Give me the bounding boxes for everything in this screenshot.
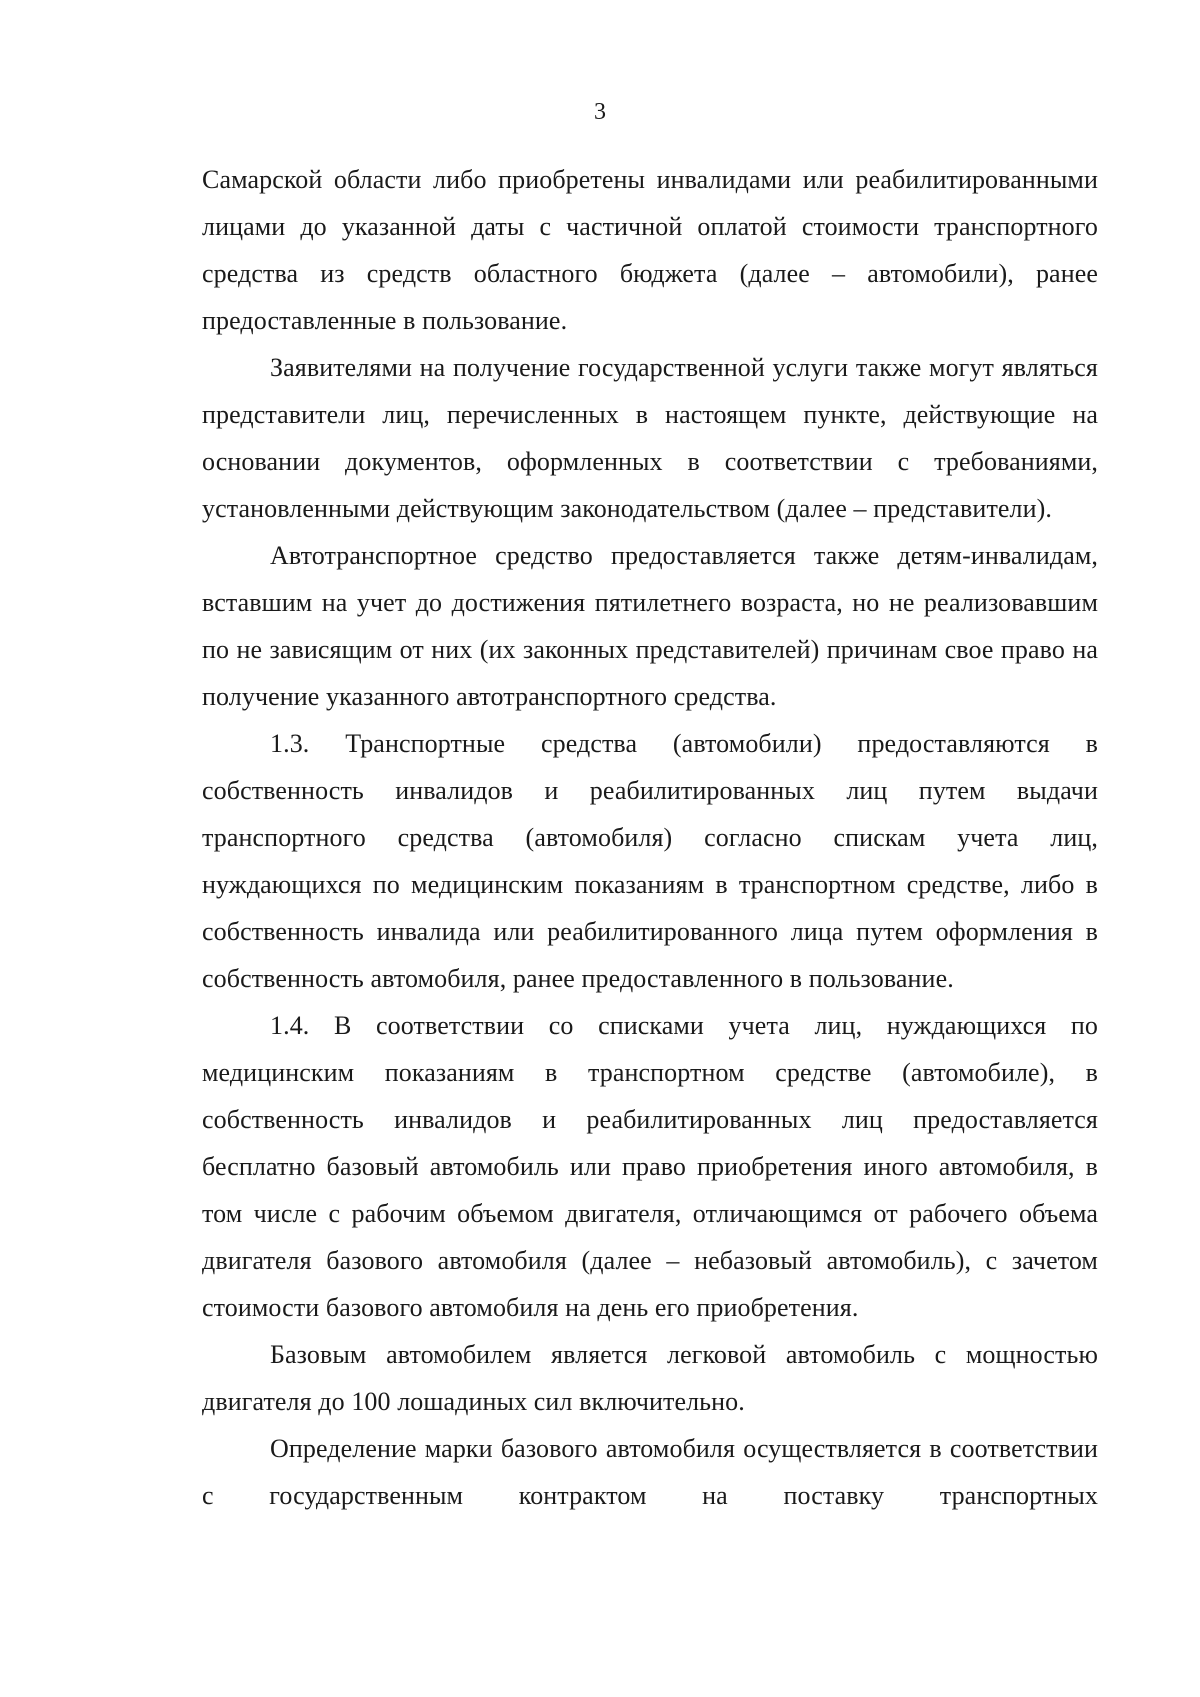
- paragraph-continuation: Самарской области либо приобретены инвалидами или реабилитированными лицами до указанной даты с частичной оплатой стоимости транспортного средства из средств областного бюджета (далее – автомобили), ранее предоставленные в пользование.: [202, 165, 1098, 335]
- page-number: 3: [594, 99, 606, 125]
- paragraph-applicants-representatives: Заявителями на получение государственной услуги также могут являться представители лиц, перечисленных в настоящем пункте, действующие на основании документов, оформленных в соответствии с требованиями, установленными действующим законодательством (далее – представители).: [202, 353, 1098, 523]
- paragraph-disabled-children: Автотранспортное средство предоставляется также детям-инвалидам, вставшим на учет до достижения пятилетнего возраста, но не реализовавшим по не зависящим от них (их законных представителей) причинам свое право на получение указанного автотранспортного средства.: [202, 541, 1098, 711]
- paragraph-base-car-definition: Базовым автомобилем является легковой автомобиль с мощностью двигателя до 100 лошадиных сил включительно.: [202, 1340, 1098, 1416]
- paragraph-clause-1-3: 1.3. Транспортные средства (автомобили) предоставляются в собственность инвалидов и реабилитированных лиц путем выдачи транспортного средства (автомобиля) согласно спискам учета лиц, нуждающихся по медицинским показаниям в транспортном средстве, либо в собственность инвалида или реабилитированного лица путем оформления в собственность автомобиля, ранее предоставленного в пользование.: [202, 729, 1098, 993]
- paragraph-clause-1-4: 1.4. В соответствии со списками учета лиц, нуждающихся по медицинским показаниям в транспортном средстве (автомобиле), в собственность инвалидов и реабилитированных лиц предоставляется бесплатно базовый автомобиль или право приобретения иного автомобиля, в том числе с рабочим объемом двигателя, отличающимся от рабочего объема двигателя базового автомобиля (далее – небазовый автомобиль), с зачетом стоимости базового автомобиля на день его приобретения.: [202, 1011, 1098, 1322]
- paragraph-base-car-brand: Определение марки базового автомобиля осуществляется в соответствии с государственным контрактом на поставку транспортных: [202, 1434, 1098, 1510]
- document-body: [202, 156, 1098, 1519]
